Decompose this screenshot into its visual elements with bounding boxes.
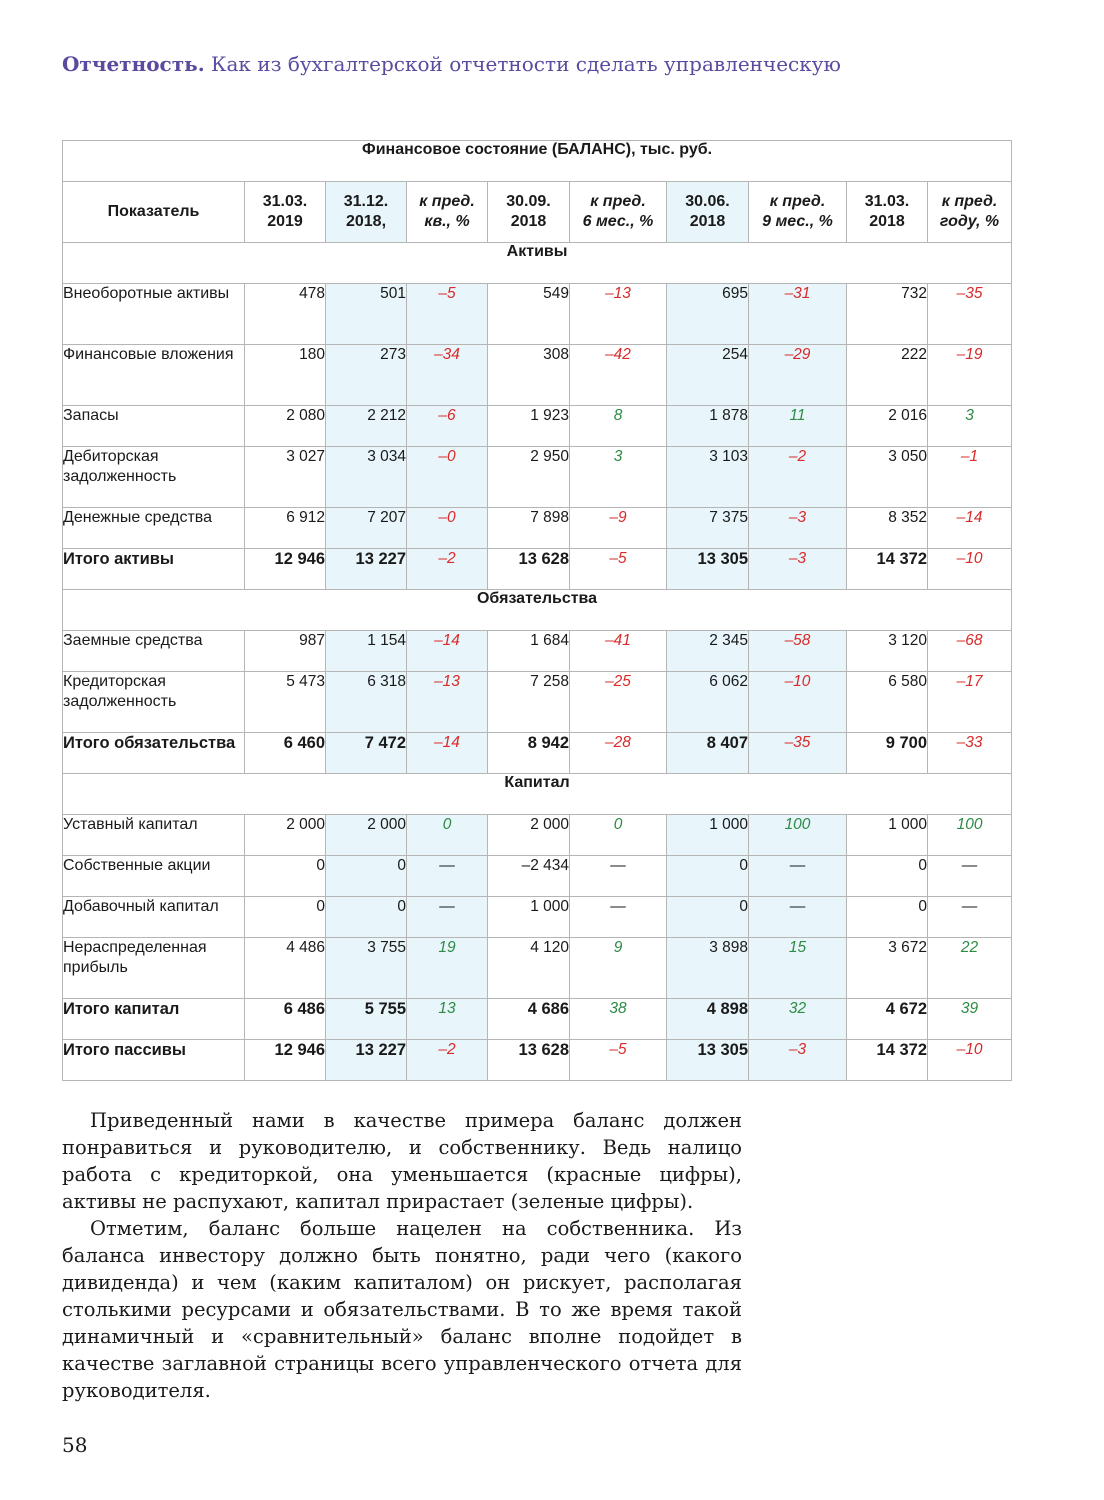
- row-label: Кредиторская задолженность: [63, 672, 245, 733]
- change-cell: –5: [570, 1040, 667, 1081]
- value-cell: 478: [245, 284, 326, 345]
- value-cell: 8 942: [488, 733, 570, 774]
- table-row: [63, 447, 1012, 508]
- value-cell: 1 000: [488, 897, 570, 938]
- column-header: 30.06. 2018: [667, 182, 749, 243]
- value-cell: 501: [326, 284, 407, 345]
- value-cell: 2 212: [326, 406, 407, 447]
- balance-table: [62, 140, 1012, 1081]
- total-row: [63, 999, 1012, 1040]
- change-cell: –42: [570, 345, 667, 406]
- value-cell: 6 460: [245, 733, 326, 774]
- value-cell: 1 878: [667, 406, 749, 447]
- value-cell: 308: [488, 345, 570, 406]
- change-cell: –1: [928, 447, 1012, 508]
- table-row: [63, 672, 1012, 733]
- table-row: [63, 815, 1012, 856]
- change-cell: —: [749, 897, 847, 938]
- value-cell: 3 898: [667, 938, 749, 999]
- change-cell: –10: [928, 1040, 1012, 1081]
- change-cell: 13: [407, 999, 488, 1040]
- value-cell: 7 472: [326, 733, 407, 774]
- value-cell: 13 227: [326, 1040, 407, 1081]
- table-row: [63, 345, 1012, 406]
- value-cell: 2 000: [245, 815, 326, 856]
- value-cell: 4 486: [245, 938, 326, 999]
- value-cell: 6 580: [847, 672, 928, 733]
- row-label: Итого активы: [63, 549, 245, 590]
- change-cell: –34: [407, 345, 488, 406]
- change-cell: –17: [928, 672, 1012, 733]
- column-header: 31.03. 2019: [245, 182, 326, 243]
- row-label: Заемные средства: [63, 631, 245, 672]
- change-cell: 15: [749, 938, 847, 999]
- change-cell: —: [749, 856, 847, 897]
- change-cell: 19: [407, 938, 488, 999]
- table-row: [63, 938, 1012, 999]
- running-head: [62, 52, 1022, 76]
- change-cell: –6: [407, 406, 488, 447]
- change-cell: 38: [570, 999, 667, 1040]
- column-header: к пред. 6 мес., %: [570, 182, 667, 243]
- value-cell: 6 318: [326, 672, 407, 733]
- change-cell: 0: [407, 815, 488, 856]
- change-cell: –0: [407, 447, 488, 508]
- column-header: 30.09. 2018: [488, 182, 570, 243]
- value-cell: 254: [667, 345, 749, 406]
- change-cell: –13: [570, 284, 667, 345]
- table-row: [63, 631, 1012, 672]
- change-cell: –10: [749, 672, 847, 733]
- change-cell: –3: [749, 1040, 847, 1081]
- row-label: Внеоборотные активы: [63, 284, 245, 345]
- value-cell: 7 258: [488, 672, 570, 733]
- column-header-label: Показатель: [63, 182, 245, 243]
- change-cell: –0: [407, 508, 488, 549]
- table-row: [63, 406, 1012, 447]
- value-cell: 0: [326, 856, 407, 897]
- value-cell: 0: [847, 856, 928, 897]
- change-cell: –13: [407, 672, 488, 733]
- column-header: к пред. 9 мес., %: [749, 182, 847, 243]
- change-cell: 100: [749, 815, 847, 856]
- value-cell: 3 755: [326, 938, 407, 999]
- value-cell: 4 686: [488, 999, 570, 1040]
- row-label: Итого пассивы: [63, 1040, 245, 1081]
- value-cell: 13 628: [488, 549, 570, 590]
- running-head-section: Отчетность.: [62, 52, 205, 76]
- change-cell: –19: [928, 345, 1012, 406]
- value-cell: 4 898: [667, 999, 749, 1040]
- value-cell: 549: [488, 284, 570, 345]
- total-row: [63, 549, 1012, 590]
- paragraph-2: Отметим, баланс больше нацелен на собственника. Из баланса инвестору должно быть понятно, ради чего (какого дивиденда) и чем (каким капиталом) он рискует, располагая столькими ресурсами и обязательствами. В то же время такой динамичный и «сравнительный» баланс вполне подойдет в качестве заглавной страницы всего управленческого отчета для руководителя.: [62, 1217, 742, 1402]
- value-cell: 732: [847, 284, 928, 345]
- value-cell: 0: [245, 856, 326, 897]
- value-cell: 0: [667, 856, 749, 897]
- change-cell: –14: [407, 733, 488, 774]
- row-label: Собственные акции: [63, 856, 245, 897]
- value-cell: 273: [326, 345, 407, 406]
- change-cell: 8: [570, 406, 667, 447]
- change-cell: 3: [928, 406, 1012, 447]
- value-cell: 5 755: [326, 999, 407, 1040]
- value-cell: 14 372: [847, 1040, 928, 1081]
- body-text: [62, 1107, 742, 1404]
- value-cell: 3 120: [847, 631, 928, 672]
- change-cell: 22: [928, 938, 1012, 999]
- value-cell: 2 080: [245, 406, 326, 447]
- column-header: 31.03. 2018: [847, 182, 928, 243]
- value-cell: 1 000: [847, 815, 928, 856]
- change-cell: –33: [928, 733, 1012, 774]
- value-cell: 2 016: [847, 406, 928, 447]
- change-cell: –29: [749, 345, 847, 406]
- value-cell: 695: [667, 284, 749, 345]
- value-cell: 180: [245, 345, 326, 406]
- row-label: Итого капитал: [63, 999, 245, 1040]
- section-header: Активы: [63, 243, 1012, 284]
- table-row: [63, 856, 1012, 897]
- change-cell: –9: [570, 508, 667, 549]
- value-cell: 8 407: [667, 733, 749, 774]
- table-row: [63, 508, 1012, 549]
- change-cell: 11: [749, 406, 847, 447]
- change-cell: —: [928, 897, 1012, 938]
- change-cell: –68: [928, 631, 1012, 672]
- row-label: Нераспределенная прибыль: [63, 938, 245, 999]
- value-cell: –2 434: [488, 856, 570, 897]
- change-cell: –58: [749, 631, 847, 672]
- running-head-subtitle: Как из бухгалтерской отчетности сделать управленческую: [211, 52, 841, 76]
- row-label: Добавочный капитал: [63, 897, 245, 938]
- value-cell: 4 672: [847, 999, 928, 1040]
- change-cell: 9: [570, 938, 667, 999]
- value-cell: 6 912: [245, 508, 326, 549]
- value-cell: 222: [847, 345, 928, 406]
- change-cell: –5: [570, 549, 667, 590]
- paragraph-1: Приведенный нами в качестве примера баланс должен понравиться и руководителю, и собственнику. Ведь налицо работа с кредиторкой, она уменьшается (красные цифры), активы не распухают, капитал прирастает (зеленые цифры).: [62, 1109, 742, 1213]
- change-cell: 0: [570, 815, 667, 856]
- change-cell: –2: [407, 1040, 488, 1081]
- column-header: к пред. году, %: [928, 182, 1012, 243]
- value-cell: 6 062: [667, 672, 749, 733]
- column-header: 31.12. 2018,: [326, 182, 407, 243]
- value-cell: 1 000: [667, 815, 749, 856]
- value-cell: 5 473: [245, 672, 326, 733]
- value-cell: 3 050: [847, 447, 928, 508]
- row-label: Денежные средства: [63, 508, 245, 549]
- total-row: [63, 733, 1012, 774]
- value-cell: 7 207: [326, 508, 407, 549]
- change-cell: –35: [928, 284, 1012, 345]
- change-cell: –3: [749, 508, 847, 549]
- change-cell: –35: [749, 733, 847, 774]
- change-cell: 3: [570, 447, 667, 508]
- change-cell: —: [407, 856, 488, 897]
- value-cell: 3 103: [667, 447, 749, 508]
- value-cell: 13 305: [667, 549, 749, 590]
- value-cell: 8 352: [847, 508, 928, 549]
- value-cell: 0: [245, 897, 326, 938]
- value-cell: 4 120: [488, 938, 570, 999]
- page-number: 58: [62, 1433, 88, 1457]
- column-header: к пред. кв., %: [407, 182, 488, 243]
- section-header: Обязательства: [63, 590, 1012, 631]
- row-label: Запасы: [63, 406, 245, 447]
- value-cell: 13 305: [667, 1040, 749, 1081]
- value-cell: 0: [847, 897, 928, 938]
- change-cell: 39: [928, 999, 1012, 1040]
- value-cell: 3 672: [847, 938, 928, 999]
- change-cell: –14: [928, 508, 1012, 549]
- total-row: [63, 1040, 1012, 1081]
- change-cell: –5: [407, 284, 488, 345]
- value-cell: 3 034: [326, 447, 407, 508]
- value-cell: 9 700: [847, 733, 928, 774]
- table-row: [63, 284, 1012, 345]
- value-cell: 12 946: [245, 549, 326, 590]
- value-cell: 1 684: [488, 631, 570, 672]
- change-cell: —: [570, 856, 667, 897]
- value-cell: 1 154: [326, 631, 407, 672]
- table-title: Финансовое состояние (БАЛАНС), тыс. руб.: [63, 141, 1012, 182]
- change-cell: —: [928, 856, 1012, 897]
- change-cell: 32: [749, 999, 847, 1040]
- value-cell: 2 950: [488, 447, 570, 508]
- change-cell: –25: [570, 672, 667, 733]
- value-cell: 13 628: [488, 1040, 570, 1081]
- change-cell: –31: [749, 284, 847, 345]
- change-cell: –10: [928, 549, 1012, 590]
- value-cell: 987: [245, 631, 326, 672]
- change-cell: –2: [749, 447, 847, 508]
- row-label: Дебиторская задолженность: [63, 447, 245, 508]
- value-cell: 0: [667, 897, 749, 938]
- change-cell: –28: [570, 733, 667, 774]
- value-cell: 2 000: [488, 815, 570, 856]
- value-cell: 0: [326, 897, 407, 938]
- row-label: Уставный капитал: [63, 815, 245, 856]
- value-cell: 1 923: [488, 406, 570, 447]
- change-cell: —: [407, 897, 488, 938]
- value-cell: 7 898: [488, 508, 570, 549]
- value-cell: 3 027: [245, 447, 326, 508]
- change-cell: –41: [570, 631, 667, 672]
- table-row: [63, 897, 1012, 938]
- value-cell: 12 946: [245, 1040, 326, 1081]
- change-cell: 100: [928, 815, 1012, 856]
- row-label: Итого обязательства: [63, 733, 245, 774]
- section-header: Капитал: [63, 774, 1012, 815]
- value-cell: 6 486: [245, 999, 326, 1040]
- value-cell: 2 000: [326, 815, 407, 856]
- value-cell: 13 227: [326, 549, 407, 590]
- change-cell: —: [570, 897, 667, 938]
- change-cell: –2: [407, 549, 488, 590]
- change-cell: –14: [407, 631, 488, 672]
- value-cell: 14 372: [847, 549, 928, 590]
- row-label: Финансовые вложения: [63, 345, 245, 406]
- value-cell: 2 345: [667, 631, 749, 672]
- value-cell: 7 375: [667, 508, 749, 549]
- change-cell: –3: [749, 549, 847, 590]
